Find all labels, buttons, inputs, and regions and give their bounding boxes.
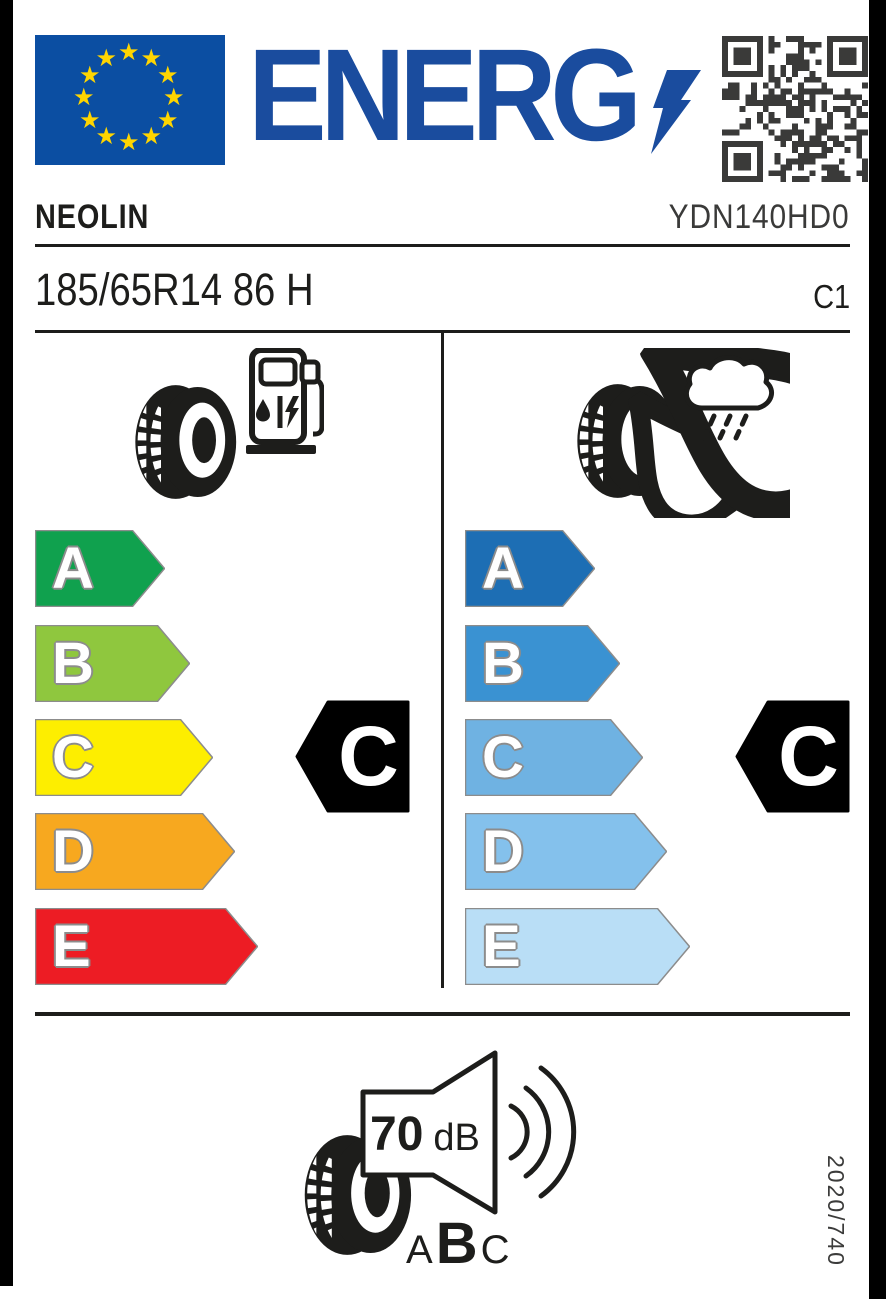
fuel-efficiency-rating: C <box>338 709 399 803</box>
wet-grade-arrow-c <box>465 719 643 796</box>
fuel-grade-arrow-d <box>35 813 235 890</box>
grade-label: A <box>52 536 94 601</box>
column-divider <box>441 333 444 988</box>
grade-label: E <box>482 914 521 979</box>
eu-star-icon: ★ <box>79 60 101 89</box>
tyre-size-designation: 185/65R14 86 H <box>35 264 314 315</box>
noise-value: 70 <box>370 1108 424 1161</box>
noise-class-c: C <box>480 1228 510 1272</box>
regulation-number: 2020/740 <box>823 1155 849 1267</box>
wet-grade-arrow-e <box>465 908 690 985</box>
noise-class-rating: B <box>435 1211 478 1276</box>
rain-cloud-icon <box>680 350 780 442</box>
grade-label: A <box>482 536 524 601</box>
fuel-grade-arrow-e <box>35 908 258 985</box>
eu-star-icon: ★ <box>156 60 179 89</box>
wet-grip-rating: C <box>778 709 839 803</box>
noise-decibel-value <box>370 1107 480 1162</box>
sound-wave-arcs <box>511 1068 574 1196</box>
divider-rule-bottom <box>35 1012 850 1016</box>
eu-star-icon: ★ <box>118 38 140 66</box>
wet-grip-rating-arrow <box>735 700 852 813</box>
model-code: YDN140HD0 <box>669 198 850 236</box>
left-border-bar <box>0 0 13 1286</box>
eu-star-icon: ★ <box>163 83 185 111</box>
divider-rule-top <box>35 244 850 247</box>
energ-logo-text: ENERG <box>248 21 636 168</box>
eu-star-icon: ★ <box>156 105 179 134</box>
grade-label: C <box>52 725 94 790</box>
wet-grade-arrow-a <box>465 530 595 607</box>
eu-star-icon: ★ <box>73 83 95 111</box>
right-border-bar <box>869 0 886 1299</box>
grade-label: E <box>52 914 91 979</box>
qr-code-icon <box>722 36 868 182</box>
eu-star-icon: ★ <box>118 128 140 156</box>
eu-star-icon: ★ <box>95 44 118 73</box>
grade-label: D <box>482 819 524 884</box>
eu-star-icon: ★ <box>95 121 118 150</box>
noise-class-a: A <box>406 1228 433 1272</box>
fuel-grade-arrow-c <box>35 719 213 796</box>
noise-unit: dB <box>433 1117 480 1159</box>
tyre-class: C1 <box>812 278 850 315</box>
eu-star-icon: ★ <box>140 121 163 150</box>
fuel-grade-arrow-a <box>35 530 165 607</box>
fuel-efficiency-rating-arrow <box>295 700 412 813</box>
eu-flag-icon <box>35 35 225 165</box>
eu-star-icon: ★ <box>140 44 163 73</box>
lightning-bolt-icon <box>645 70 701 154</box>
wet-grade-arrow-b <box>465 625 620 702</box>
fuel-grade-arrow-b <box>35 625 190 702</box>
brand-name: NEOLIN <box>35 198 150 236</box>
eu-star-icon: ★ <box>79 105 101 134</box>
grade-label: B <box>482 631 524 696</box>
grade-label: D <box>52 819 94 884</box>
wet-grade-arrow-d <box>465 813 667 890</box>
fuel-pump-icon <box>246 348 324 454</box>
noise-class-letters <box>406 1210 509 1277</box>
grade-label: C <box>482 725 524 790</box>
fuel-efficiency-tire-icon <box>128 374 238 510</box>
grade-label: B <box>52 631 94 696</box>
